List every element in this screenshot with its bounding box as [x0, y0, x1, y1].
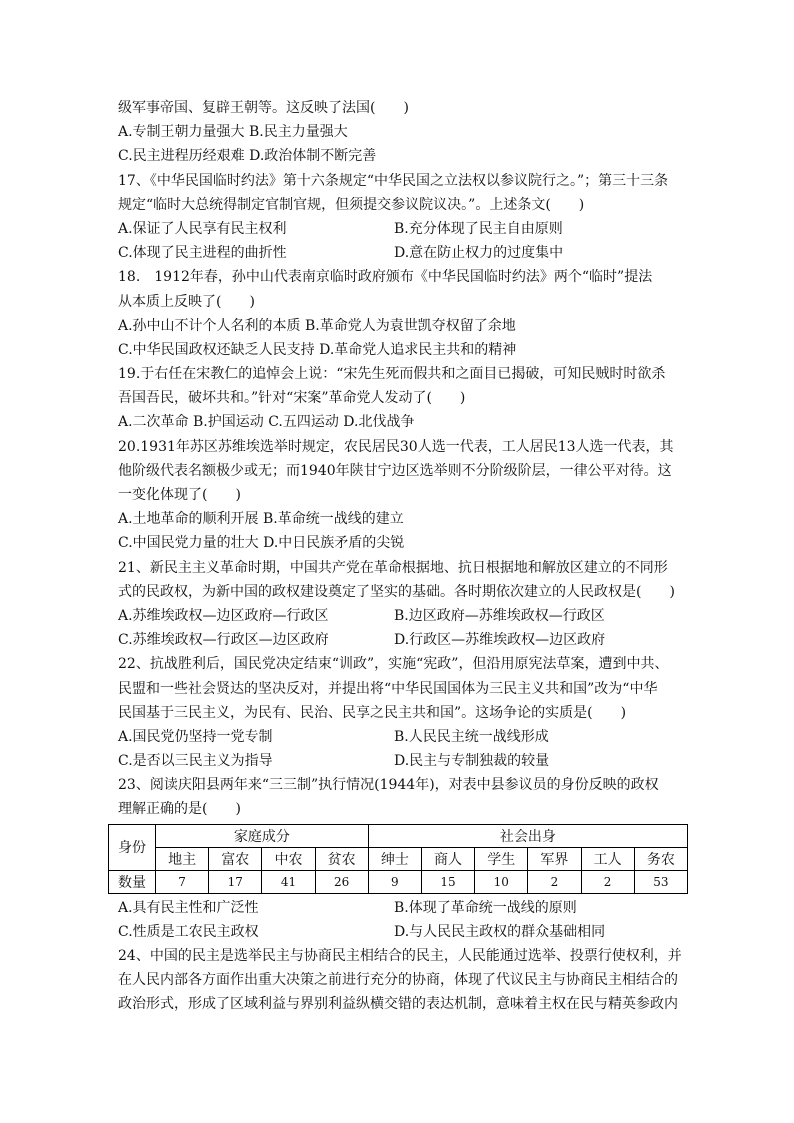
table-col-header: 工人 — [581, 847, 634, 870]
question-20-stem: 一变化体现了( ) — [118, 487, 241, 503]
question-23-options-row — [118, 920, 686, 944]
option-c: C.体现了民主进程的曲折性 — [118, 245, 287, 262]
option-b: B.体现了革命统一战线的原则 — [394, 899, 577, 916]
table-col-header: 学生 — [475, 847, 528, 870]
question-16-option-ab: A.专制王朝力量强大 B.民主力量强大 — [118, 124, 348, 141]
table-row-header-identity: 身份 — [109, 824, 156, 870]
option-a: A.国民党仍坚持一党专制 — [118, 728, 273, 745]
table-cell: 41 — [262, 870, 315, 893]
question-24-stem: 24、中国的民主是选举民主与协商民主相结合的民主，人民能通过选举、投票行使权利，并 — [118, 948, 682, 964]
question-21-stem: 21、新民主主义革命时期，中国共产党在革命根据地、抗日根据地和解放区建立的不同形 — [118, 559, 668, 576]
option-d: D.行政区—苏维埃政权—边区政府 — [394, 632, 606, 649]
table-group-social: 社会出身 — [368, 824, 687, 847]
table-group-family: 家庭成分 — [156, 824, 369, 847]
question-18-stem: 18. 1912年春，孙中山代表南京临时政府颁布《中华民国临时约法》两个“临时”提法 — [118, 269, 653, 286]
table-cell: 2 — [581, 870, 634, 893]
table-row-header-count: 数量 — [109, 870, 156, 893]
question-16-option-cd: C.民主进程历经艰难 D.政治体制不断完善 — [118, 148, 377, 165]
option-d: D.民主与专制独裁的较量 — [394, 753, 550, 770]
table-col-header: 富农 — [209, 847, 262, 870]
table-cell: 53 — [634, 870, 687, 893]
question-22-options-row — [118, 749, 686, 773]
table-col-header: 绅士 — [368, 847, 421, 870]
table-col-header: 军界 — [528, 847, 581, 870]
question-22-stem: 22、抗战胜利后，国民党决定结束“训政”，实施“宪政”，但沿用原宪法草案，遭到中共、 — [118, 656, 669, 673]
question-19-stem: 吾国吾民，破坏共和。”针对“宋案”革命党人发动了( ) — [118, 390, 466, 407]
question-20-options: A.土地革命的顺利开展 B.革命统一战线的建立 — [118, 511, 404, 528]
question-20-stem: 20.1931年苏区苏维埃选举时规定，农民居民30人选一代表，工人居民13人选一代表，其 — [118, 438, 674, 455]
question-17-stem: 规定“临时大总统得制定官制官规，但须提交参议院议决。”。上述条文( ) — [118, 196, 585, 213]
table-col-header: 务农 — [634, 847, 687, 870]
question-18-stem: 从本质上反映了( ) — [118, 293, 255, 310]
option-c: C.苏维埃政权—行政区—边区政府 — [118, 632, 329, 649]
table-cell: 10 — [475, 870, 528, 893]
table-row — [109, 870, 688, 893]
question-23-stem: 23、阅读庆阳县两年来“三三制”执行情况(1944年)，对表中县参议员的身份反映的政权 — [118, 777, 659, 794]
question-21-options-row — [118, 604, 686, 628]
table-col-header: 中农 — [262, 847, 315, 870]
table-cell: 17 — [209, 870, 262, 893]
table-column-row — [109, 847, 688, 870]
option-a: A.保证了人民享有民主权利 — [118, 220, 287, 237]
option-c: C.是否以三民主义为指导 — [118, 753, 273, 770]
table-cell: 9 — [368, 870, 421, 893]
question-22-stem: 民国基于三民主义，为民有、民治、民享之民主共和国”。这场争论的实质是( ) — [118, 704, 627, 721]
question-23-options-row — [118, 896, 686, 920]
option-b: B.充分体现了民主自由原则 — [394, 220, 563, 237]
question-24-stem: 政治形式，形成了区域利益与界别利益纵横交错的表达机制，意味着主权在民与精英参政内 — [118, 996, 678, 1013]
option-b: B.人民民主统一战线形成 — [394, 728, 549, 745]
question-17-options-row — [118, 241, 686, 265]
question-17-options-row — [118, 217, 686, 241]
option-b: B.边区政府—苏维埃政权—行政区 — [394, 607, 605, 624]
question-21-options-row — [118, 628, 686, 652]
question-20-options: C.中国民党力量的壮大 D.中日民族矛盾的尖锐 — [118, 535, 405, 552]
question-17-stem: 17、《中华民国临时约法》第十六条规定“中华民国之立法权以参议院行之。”；第三十三条 — [118, 172, 669, 189]
option-a: A.苏维埃政权—边区政府—行政区 — [118, 607, 329, 624]
table-cell: 26 — [315, 870, 368, 893]
question-19-stem: 19.于右任在宋教仁的追悼会上说：“宋先生死而假共和之面目已揭破，可知民贼时时欲杀 — [118, 366, 666, 383]
table-col-header: 商人 — [421, 847, 474, 870]
question-18-options: A.孙中山不计个人名利的本质 B.革命党人为袁世凯夺权留了余地 — [118, 317, 516, 334]
table-header-row — [109, 824, 688, 847]
table-cell: 15 — [421, 870, 474, 893]
table-col-header: 地主 — [156, 847, 209, 870]
option-d: D.意在防止权力的过度集中 — [394, 245, 564, 262]
question-22-stem: 民盟和一些社会贤达的坚决反对，并提出将“中华民国国体为三民主义共和国”改为“中华 — [118, 680, 658, 697]
table-cell: 2 — [528, 870, 581, 893]
exam-page — [118, 96, 686, 1017]
question-22-options-row — [118, 725, 686, 749]
question-23-stem: 理解正确的是( ) — [118, 801, 241, 818]
council-members-table — [108, 824, 688, 894]
option-c: C.性质是工农民主政权 — [118, 923, 259, 940]
question-19-options: A.二次革命 B.护国运动 C.五四运动 D.北伐战争 — [118, 414, 415, 431]
question-21-stem: 式的民政权，为新中国的政权建设奠定了坚实的基础。各时期依次建立的人民政权是( ) — [118, 583, 675, 600]
question-24-stem: 在人民内部各方面作出重大决策之前进行充分的协商，体现了代议民主与协商民主相结合的 — [118, 972, 678, 989]
option-d: D.与人民民主政权的群众基础相同 — [394, 923, 606, 940]
question-20-stem: 他阶级代表名额极少或无；而1940年陕甘宁边区选举则不分阶级阶层，一律公平对待。这 — [118, 462, 672, 479]
table-cell: 7 — [156, 870, 209, 893]
question-18-options: C.中华民国政权还缺乏人民支持 D.革命党人追求民主共和的精神 — [118, 341, 517, 358]
option-a: A.具有民主性和广泛性 — [118, 899, 259, 916]
question-16-text: 级军事帝国、复辟王朝等。这反映了法国( ) — [118, 100, 409, 116]
table-col-header: 贫农 — [315, 847, 368, 870]
